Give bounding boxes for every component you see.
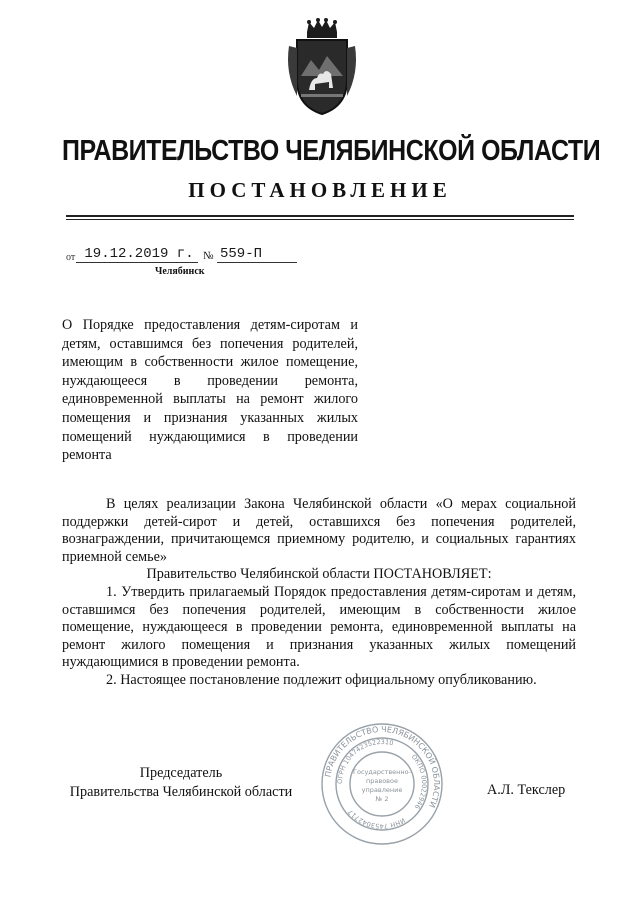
signatory-role (65, 764, 297, 801)
svg-text:ОКПО 00022946 (410, 753, 428, 811)
signatory-name: А.Л. Текслер (487, 782, 566, 798)
preamble-paragraph: В целях реализации Закона Челябинской области «О мерах социальной поддержки детей-сирот и детей, оставшихся без попечения родителей, вознаграждении, причитающемся приемному родителю, и социальных гарантиях приемной семье» (62, 496, 576, 565)
document-subject: О Порядке предоставления детям-сиротам и детям, оставшимся без попечения родителей, имеющим в собственности жилое помещение, нуждающееся в проведении ремонта, единовременной выплаты на ремонт жилого помещения и признания указанных жилых помещений нуждающимися в проведении ремонта (62, 317, 358, 464)
item-1-paragraph: 1. Утвердить прилагаемый Порядок предоставления детям-сиротам и детям, оставшимся без попечения родителей, имеющим в собственности жилое помещение, нуждающееся в проведении ремонта, единовременной выплаты на ремонт жилого помещения и признания указанных жилых помещений нуждающимися в проведении ремонта. (62, 583, 576, 671)
official-seal (320, 722, 444, 846)
seal-inner-line-1: Государственно- (353, 768, 411, 776)
resolves-line: Правительство Челябинской области ПОСТАНОВЛЯЕТ: (146, 566, 492, 583)
government-title: ПРАВИТЕЛЬСТВО ЧЕЛЯБИНСКОЙ ОБЛАСТИ (62, 135, 601, 167)
date-prefix: от (66, 252, 76, 263)
document-type: ПОСТАНОВЛЕНИЕ (188, 178, 452, 202)
document-date: 19.12.2019 г. (84, 246, 194, 262)
seal-inn: ИНН 7453042717 (346, 807, 407, 831)
seal-ogrn: ОГРН 1047423522310 (335, 737, 395, 785)
item-2-paragraph: 2. Настоящее постановление подлежит официальному опубликованию. (106, 671, 537, 688)
seal-okpo: ОКПО 00022946 (409, 752, 429, 811)
seal-inner-line-3: управление (361, 786, 403, 794)
seal-outer-text: ПРАВИТЕЛЬСТВО ЧЕЛЯБИНСКОЙ ОБЛАСТИ (323, 724, 442, 809)
header-rule (66, 215, 574, 217)
document-body (62, 496, 576, 690)
signatory-role-line-1: Председатель (139, 765, 223, 781)
seal-inner-line-4: № 2 (375, 795, 389, 803)
signatory-role-line-2: Правительства Челябинской области (69, 783, 293, 800)
number-underline (217, 262, 297, 263)
seal-inner-line-2: правовое (366, 777, 398, 785)
number-prefix: № (203, 250, 214, 262)
document-number: 559-П (220, 246, 263, 262)
date-underline (76, 262, 198, 263)
svg-text:ИНН 7453042717 (346, 808, 406, 830)
header-rule-thin (66, 219, 574, 220)
city-name: Челябинск (155, 266, 205, 277)
coat-of-arms-emblem (285, 18, 359, 118)
